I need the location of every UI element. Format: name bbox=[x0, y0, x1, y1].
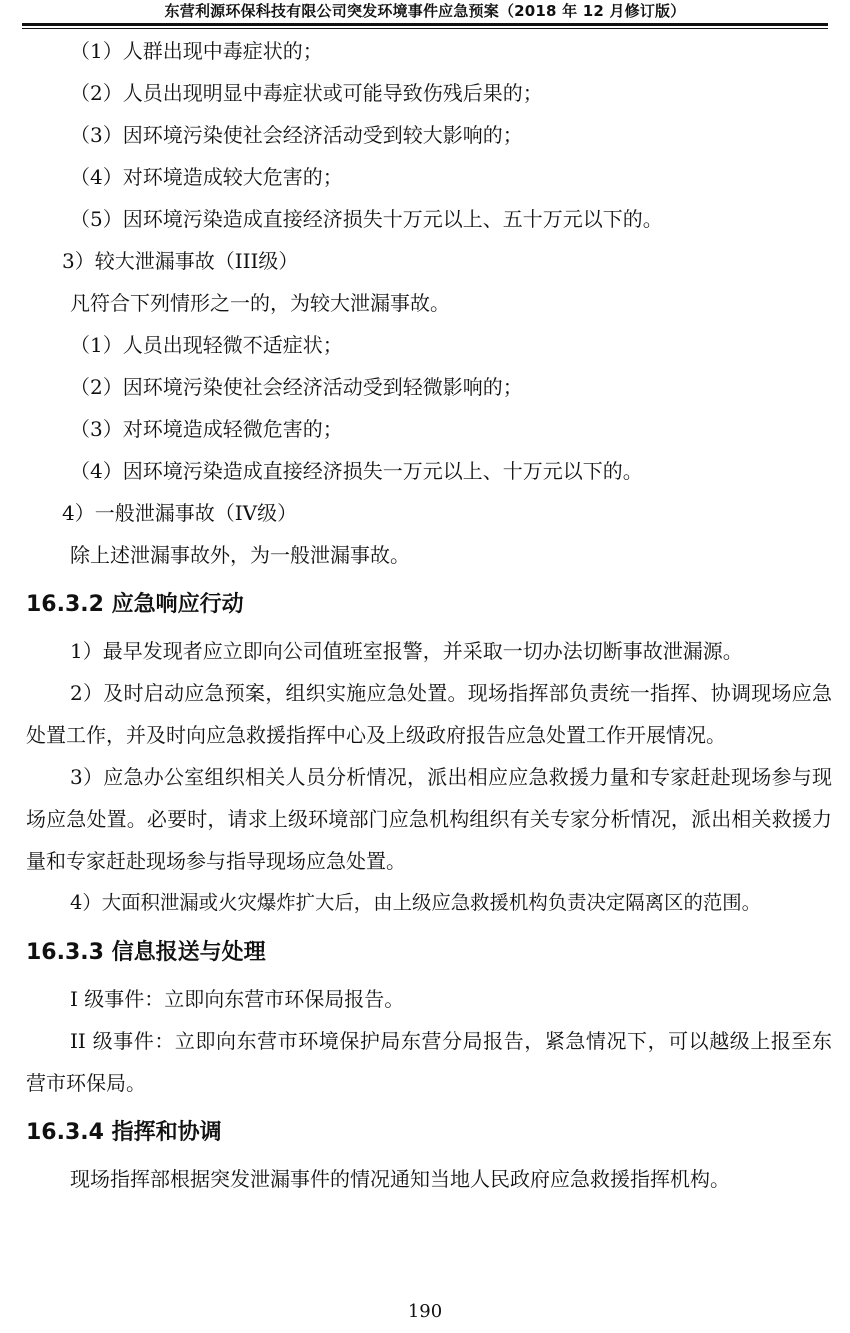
list-item: （5）因环境污染造成直接经济损失十万元以上、五十万元以下的。 bbox=[70, 207, 663, 231]
page-number: 190 bbox=[407, 1301, 443, 1322]
list-item: （4）对环境造成较大危害的； bbox=[70, 165, 343, 189]
definition-text: 除上述泄漏事故外，为一般泄漏事故。 bbox=[70, 543, 410, 567]
list-item: （4）因环境污染造成直接经济损失一万元以上、十万元以下的。 bbox=[70, 459, 643, 483]
paragraph: 3）应急办公室组织相关人员分析情况，派出相应应急救援力量和专家赶赴现场参与现场应急处置。必要时，请求上级环境部门应急机构组织有关专家分析情况，派出相关救援力量和专家赶赴现场参与指导现场应急处置。 bbox=[26, 765, 832, 873]
page-header: 东营利源环保科技有限公司突发环境事件应急预案（2018 年 12 月修订版） bbox=[164, 2, 686, 20]
list-item: （2）人员出现明显中毒症状或可能导致伤残后果的； bbox=[70, 81, 543, 105]
paragraph: II 级事件：立即向东营市环境保护局东营分局报告，紧急情况下，可以越级上报至东营市环保局。 bbox=[26, 1029, 832, 1095]
subheading-level-4: 4）一般泄漏事故（IV级） bbox=[62, 501, 298, 525]
paragraph: 4）大面积泄漏或火灾爆炸扩大后，由上级应急救援机构负责决定隔离区的范围。 bbox=[70, 891, 762, 914]
header-rule bbox=[22, 23, 828, 26]
paragraph: I 级事件：立即向东营市环保局报告。 bbox=[70, 987, 405, 1011]
header-rule-thin bbox=[22, 28, 828, 29]
list-item: （1）人群出现中毒症状的； bbox=[70, 39, 323, 63]
document-body bbox=[26, 30, 832, 1200]
section-title-16-3-3: 16.3.3 信息报送与处理 bbox=[26, 940, 266, 965]
subheading-level-3: 3）较大泄漏事故（III级） bbox=[62, 249, 299, 273]
section-title-16-3-2: 16.3.2 应急响应行动 bbox=[26, 592, 244, 617]
list-item: （1）人员出现轻微不适症状； bbox=[70, 333, 343, 357]
list-item: （3）对环境造成轻微危害的； bbox=[70, 417, 343, 441]
paragraph: 1）最早发现者应立即向公司值班室报警，并采取一切办法切断事故泄漏源。 bbox=[70, 639, 743, 663]
definition-text: 凡符合下列情形之一的，为较大泄漏事故。 bbox=[70, 291, 450, 315]
paragraph: 现场指挥部根据突发泄漏事件的情况通知当地人民政府应急救援指挥机构。 bbox=[70, 1167, 730, 1191]
section-title-16-3-4: 16.3.4 指挥和协调 bbox=[26, 1120, 222, 1145]
list-item: （2）因环境污染使社会经济活动受到轻微影响的； bbox=[70, 375, 523, 399]
list-item: （3）因环境污染使社会经济活动受到较大影响的； bbox=[70, 123, 523, 147]
paragraph: 2）及时启动应急预案，组织实施应急处置。现场指挥部负责统一指挥、协调现场应急处置工作，并及时向应急救援指挥中心及上级政府报告应急处置工作开展情况。 bbox=[26, 681, 832, 747]
